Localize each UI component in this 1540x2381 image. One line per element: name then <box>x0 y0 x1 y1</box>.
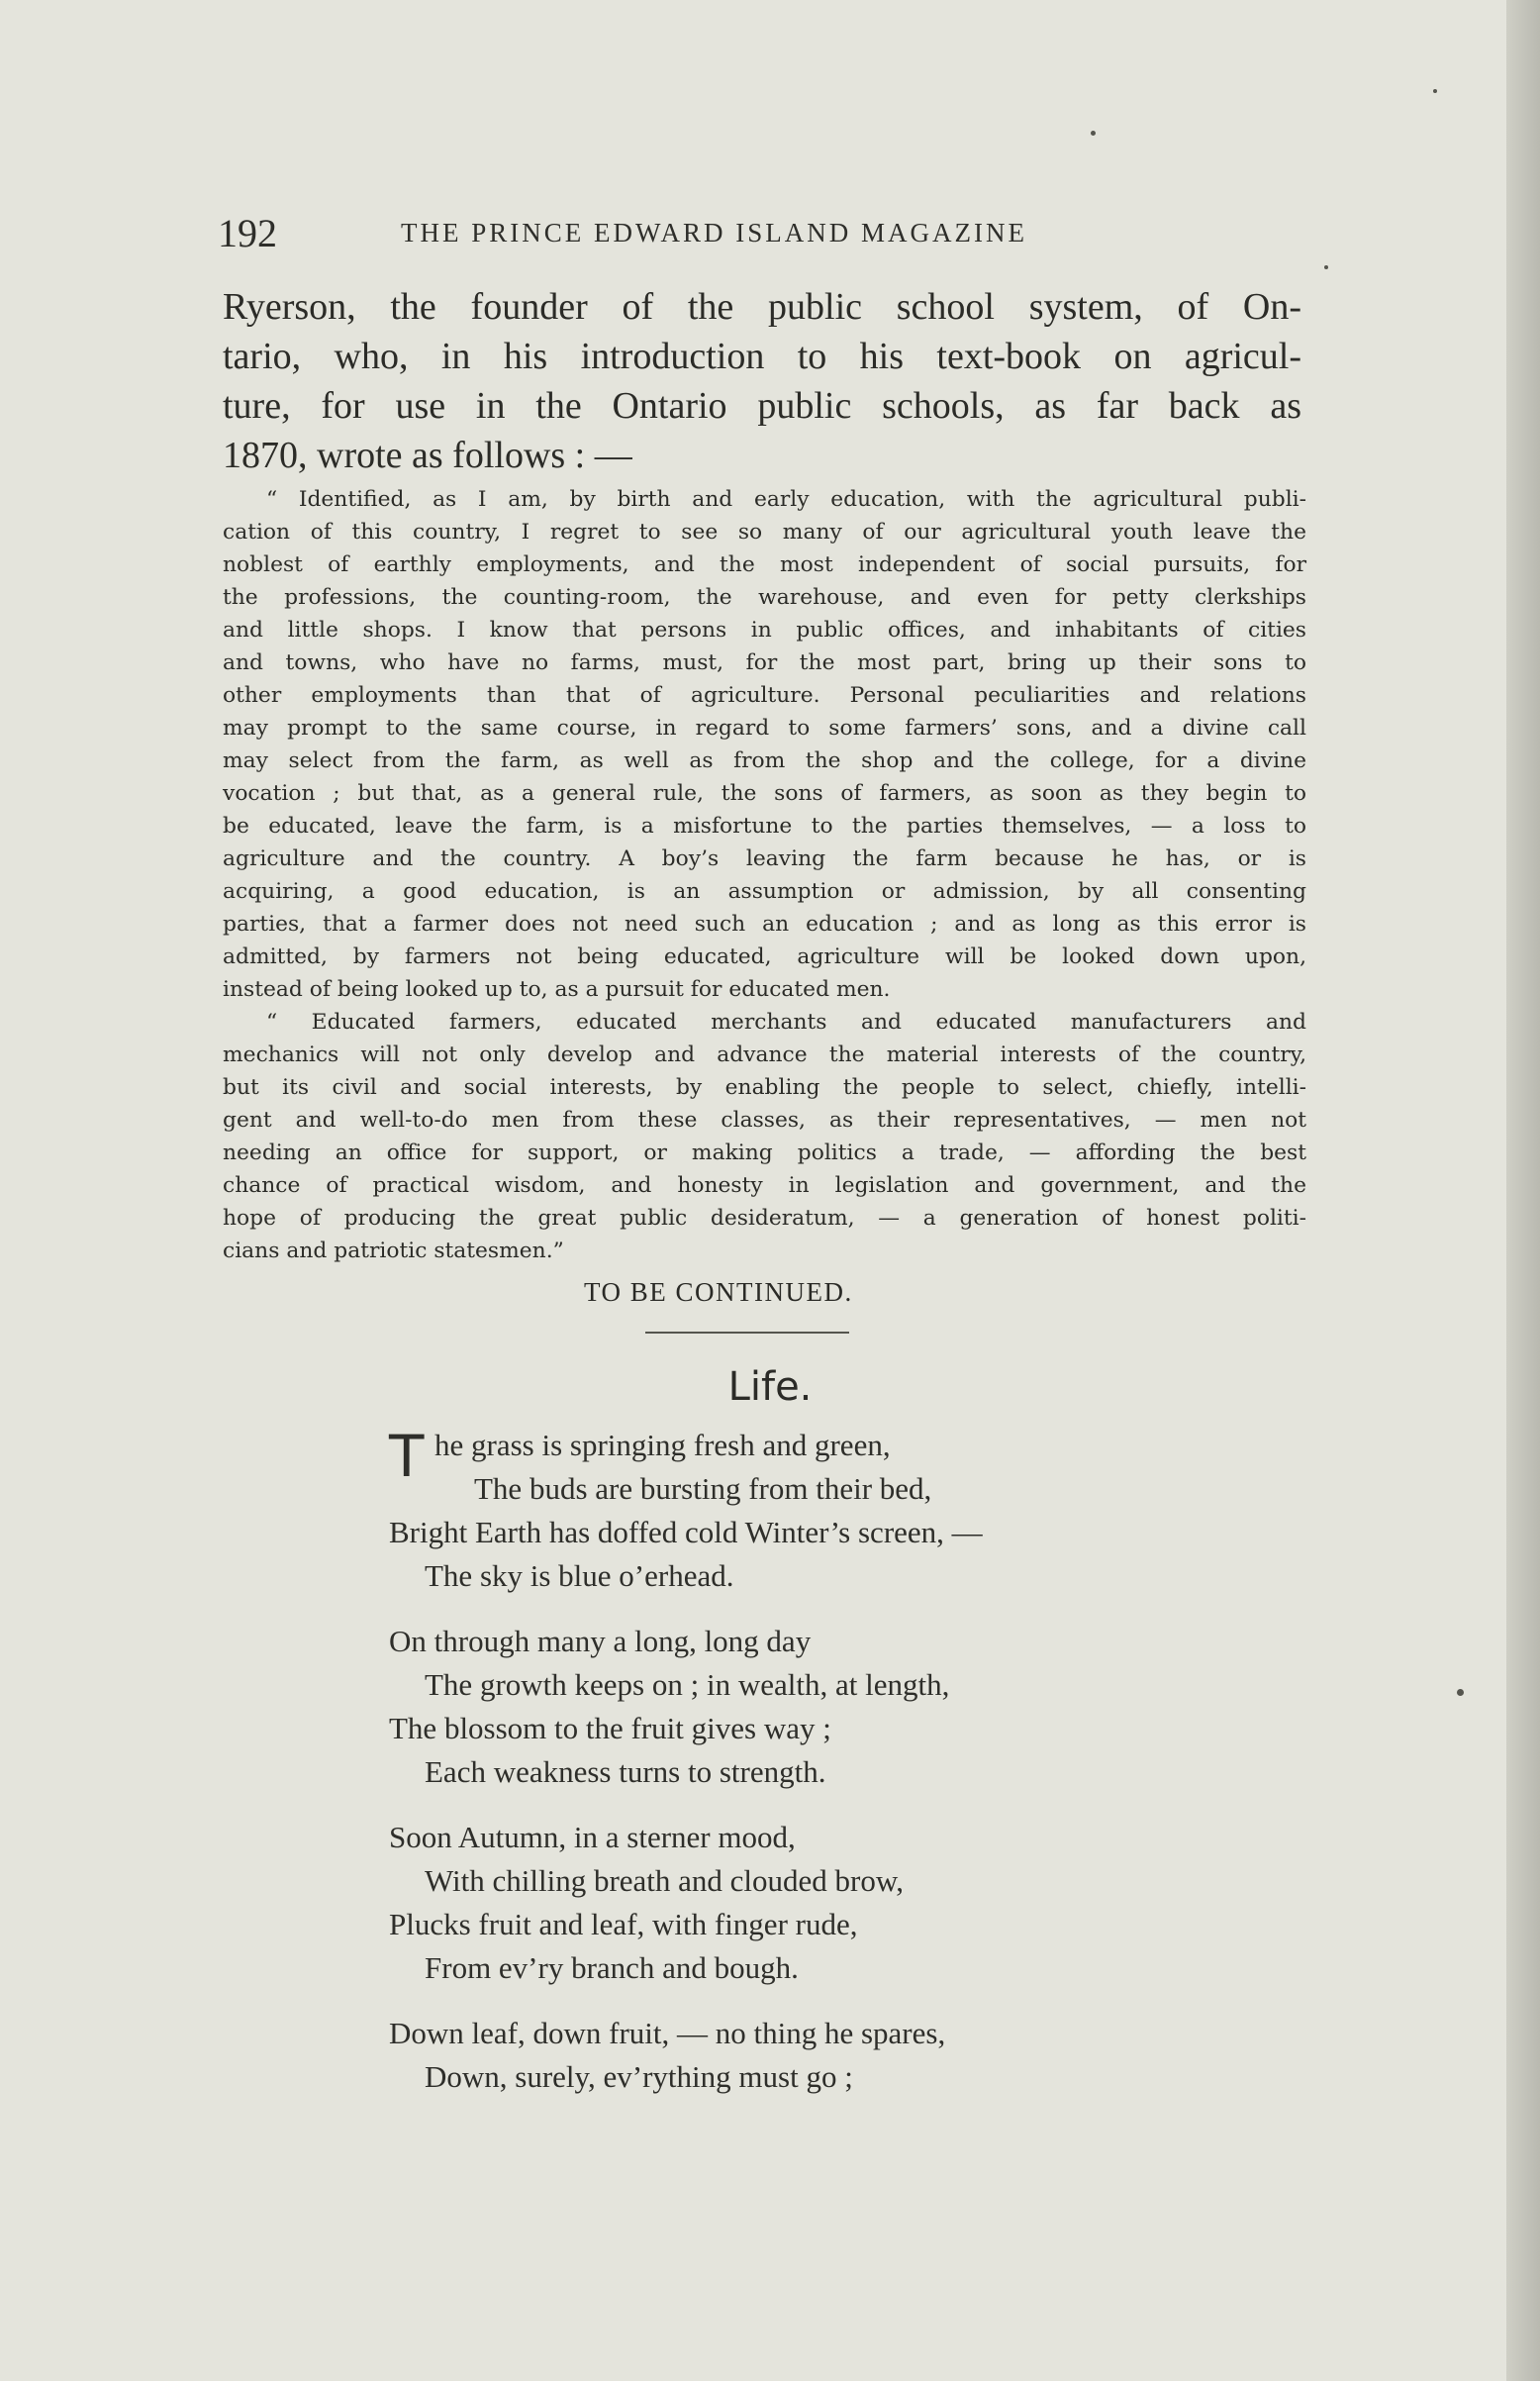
paper-speck <box>1457 1689 1464 1696</box>
poem-title: Life. <box>727 1364 813 1410</box>
quote-line: cians and patriotic statesmen.” <box>223 1239 564 1263</box>
quote-line: vocation ; but that, as a general rule, the sons of farmers, as soon as they begin to <box>223 781 1306 806</box>
quote-line: the professions, the counting-room, the warehouse, and even for petty clerkships <box>223 585 1306 610</box>
poem-line: Soon Autumn, in a sterner mood, <box>389 1820 796 1854</box>
quote-line: cation of this country, I regret to see so many of our agricultural youth leave the <box>223 520 1306 545</box>
stanza <box>389 1620 1280 1794</box>
paper-speck <box>1433 89 1437 93</box>
quote-line: gent and well-to-do men from these classes, as their representatives, — men not <box>223 1108 1306 1133</box>
to-be-continued: TO BE CONTINUED. <box>584 1277 853 1307</box>
quote-line: be educated, leave the farm, is a misfortune to the parties themselves, — a loss to <box>223 814 1306 839</box>
quote-line: and towns, who have no farms, must, for the most part, bring up their sons to <box>223 650 1306 675</box>
poem-line: With chilling breath and clouded brow, <box>425 1863 904 1898</box>
poem-line: Plucks fruit and leaf, with finger rude, <box>389 1907 858 1941</box>
block-quote <box>223 483 1306 1267</box>
quote-line: agriculture and the country. A boy’s leaving the farm because he has, or is <box>223 846 1306 871</box>
quote-line: noblest of earthly employments, and the most independent of social pursuits, for <box>223 552 1306 577</box>
poem-line: The sky is blue o’erhead. <box>425 1558 734 1593</box>
quote-line: hope of producing the great public desideratum, — a generation of honest politi- <box>223 1206 1306 1231</box>
stanza <box>389 1424 1280 1598</box>
paper-speck <box>1324 265 1328 269</box>
quote-line: may prompt to the same course, in regard to some farmers’ sons, and a divine call <box>223 716 1306 741</box>
poem-line: Bright Earth has doffed cold Winter’s screen, — <box>389 1515 983 1549</box>
quote-line: parties, that a farmer does not need such an education ; and as long as this error is <box>223 912 1306 937</box>
journal-title: THE PRINCE EDWARD ISLAND MAGAZINE <box>401 218 1027 248</box>
body-line: Ryerson, the founder of the public school system, of On- <box>223 286 1301 328</box>
page-number: 192 <box>218 211 277 255</box>
quote-line: chance of practical wisdom, and honesty in legislation and government, and the <box>223 1173 1306 1198</box>
quote-line: “ Identified, as I am, by birth and early education, with the agricultural publi- <box>266 487 1306 512</box>
quote-line: admitted, by farmers not being educated, agriculture will be looked down upon, <box>223 944 1306 969</box>
body-line: tario, who, in his introduction to his text-book on agricul- <box>223 336 1301 377</box>
page-spine-shadow <box>1506 0 1540 2381</box>
quote-line: instead of being looked up to, as a pursuit for educated men. <box>223 977 891 1002</box>
poem-line: Each weakness turns to strength. <box>425 1754 826 1789</box>
quote-line: other employments than that of agriculture. Personal peculiarities and relations <box>223 683 1306 708</box>
quote-line: needing an office for support, or making politics a trade, — affording the best <box>223 1141 1306 1165</box>
poem-line: Down leaf, down fruit, — no thing he spares, <box>389 2016 946 2050</box>
stanza <box>389 2012 1280 2099</box>
quote-line: may select from the farm, as well as from the shop and the college, for a divine <box>223 748 1306 773</box>
body-line: 1870, wrote as follows : — <box>223 435 632 476</box>
poem <box>389 1424 1280 2121</box>
poem-line-text: he grass is springing fresh and green, <box>434 1428 891 1462</box>
poem-line: Down, surely, ev’rything must go ; <box>425 2059 853 2094</box>
poem-line: The buds are bursting from their bed, <box>474 1471 932 1506</box>
paper-speck <box>1091 131 1096 136</box>
poem-line: The growth keeps on ; in wealth, at length, <box>425 1667 950 1702</box>
body-paragraph <box>223 282 1301 480</box>
quote-line: acquiring, a good education, is an assumption or admission, by all consenting <box>223 879 1306 904</box>
drop-cap: T <box>389 1423 425 1490</box>
quote-line: and little shops. I know that persons in public offices, and inhabitants of cities <box>223 618 1306 643</box>
quote-line: “ Educated farmers, educated merchants and educated manufacturers and <box>266 1010 1306 1035</box>
quote-line: mechanics will not only develop and advance the material interests of the country, <box>223 1042 1306 1067</box>
body-line: ture, for use in the Ontario public schools, as far back as <box>223 385 1301 427</box>
poem-line: On through many a long, long day <box>389 1624 812 1658</box>
poem-line: From ev’ry branch and bough. <box>425 1950 799 1985</box>
stanza <box>389 1816 1280 1990</box>
quote-line: but its civil and social interests, by enabling the people to select, chiefly, intelli- <box>223 1075 1306 1100</box>
poem-line: The blossom to the fruit gives way ; <box>389 1711 831 1745</box>
section-divider <box>645 1332 849 1334</box>
